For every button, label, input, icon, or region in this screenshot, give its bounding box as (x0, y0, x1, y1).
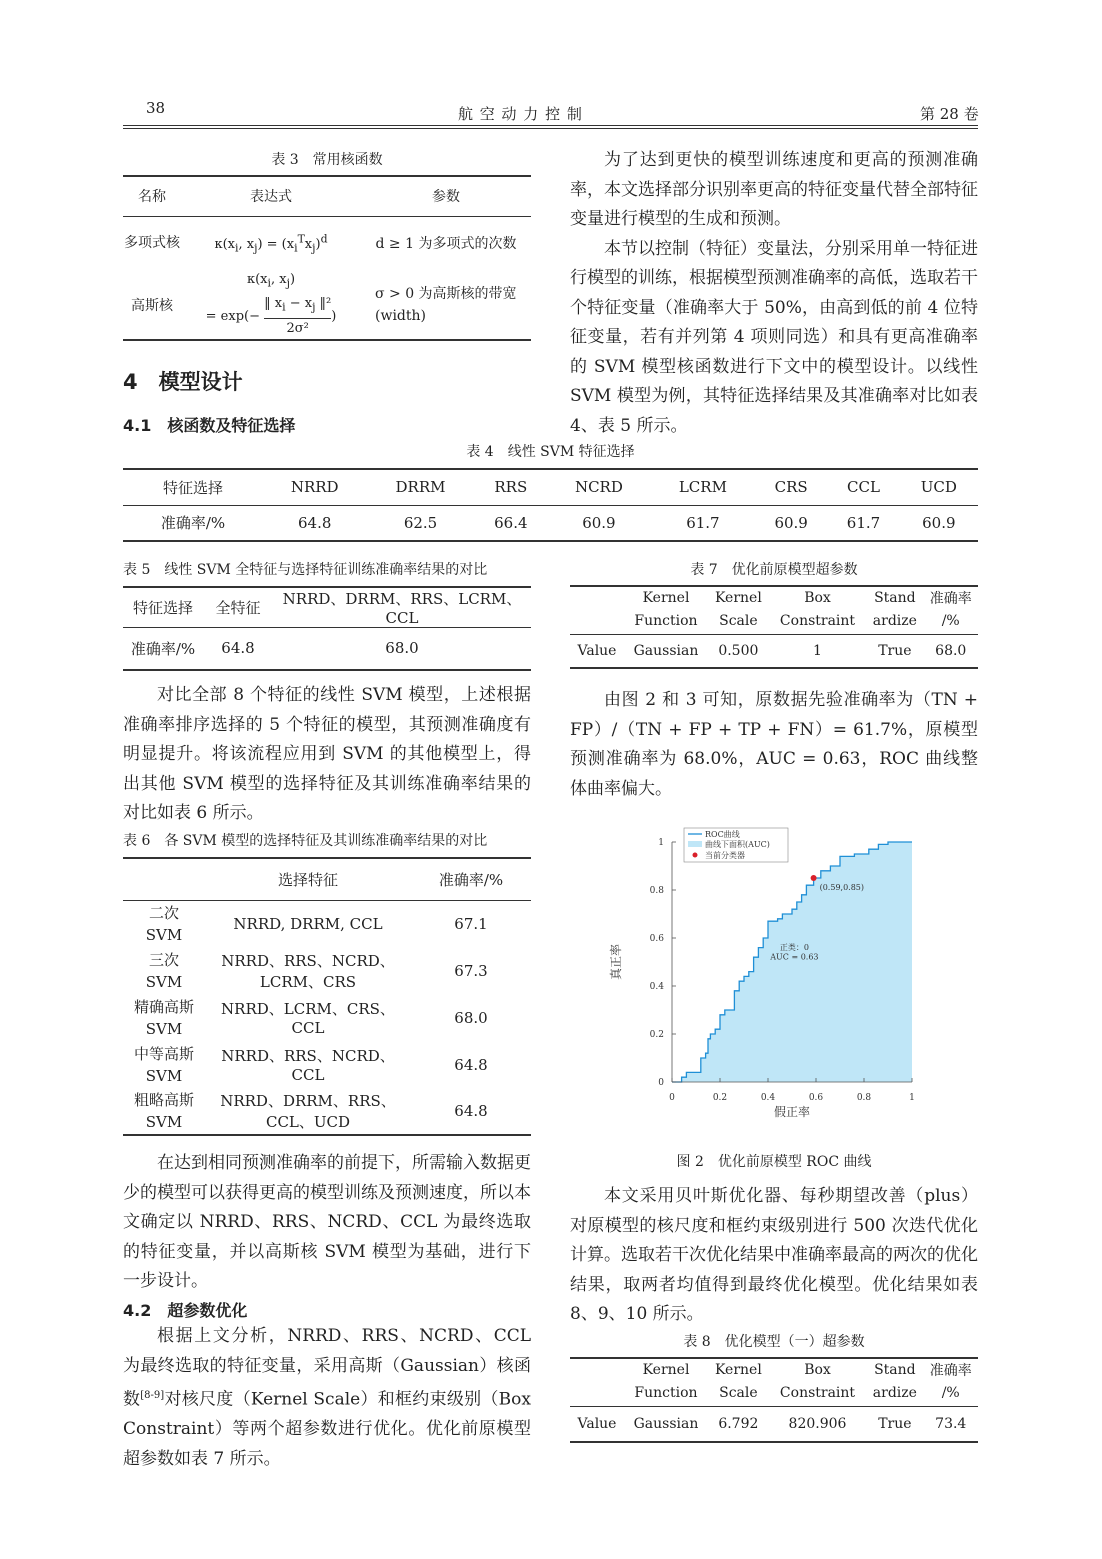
table7-header-row-1 (570, 586, 978, 608)
table7-header: Box (804, 589, 831, 606)
legend-classifier-label: 当前分类器 (705, 851, 745, 860)
table8-cell: Value (577, 1415, 617, 1432)
table8-header: Kernel (714, 1361, 762, 1378)
table4-cell: 62.5 (403, 513, 438, 532)
table8-cell: Gaussian (633, 1415, 699, 1432)
table7-cell: Gaussian (633, 642, 699, 659)
table5-cell: 64.8 (221, 639, 255, 658)
table4-caption: 表 4 线性 SVM 特征选择 (466, 444, 635, 460)
model-name-line1: 三次 (148, 950, 179, 969)
left-bottom-text (123, 1149, 531, 1297)
table3-cell-expr (181, 216, 361, 270)
table6-features: NRRD、RRS、NCRD、LCRM、CRS (221, 951, 395, 991)
table5-cell: 准确率/% (130, 639, 196, 658)
table8-cell: 820.906 (788, 1415, 847, 1432)
model-name-line2: SVM (145, 1113, 183, 1131)
table5-cell: 68.0 (385, 639, 419, 658)
table6-model (123, 947, 205, 994)
y-tick-label: 1 (658, 838, 664, 848)
model-name-line1: 二次 (148, 903, 179, 922)
y-axis-label: 真正率 (609, 943, 623, 981)
table8-header: Scale (708, 1380, 769, 1406)
volume: 第 28 卷 (920, 105, 979, 123)
table4-cell: 64.8 (298, 513, 332, 532)
table6-features: NRRD、DRRM、RRS、CCL、UCD (220, 1092, 396, 1131)
table5-cell: NRRD、DRRM、RRS、LCRM、CCL (273, 587, 531, 628)
table5-header-row (123, 587, 531, 628)
table8-header: Box (804, 1361, 831, 1378)
table7-header: Constraint (769, 608, 866, 634)
header-rule-bottom (123, 128, 978, 129)
table4-cell: 66.4 (494, 513, 528, 532)
subsection-heading-4-1: 4.1 核函数及特征选择 (123, 416, 296, 435)
table7-cell: 68.0 (935, 642, 967, 659)
table7-cell: 0.500 (718, 642, 759, 659)
table7-header: Function (624, 608, 708, 634)
table8-header-row-1 (570, 1358, 978, 1380)
table4-cell: LCRM (651, 469, 755, 505)
table6-model (123, 994, 205, 1041)
paragraph: 为了达到更快的模型训练速度和更高的预测准确率，本文选择部分识别率更高的特征变量代替全部特征变量进行模型的生成和预测。 (570, 150, 978, 229)
subsection-heading-4-2: 4.2 超参数优化 (123, 1301, 248, 1320)
table5 (123, 586, 531, 671)
model-name-line1: 精确高斯 (133, 997, 194, 1016)
table4-cell: NCRD (547, 469, 651, 505)
table6-row (123, 900, 531, 947)
table4-cell: DRRM (366, 469, 474, 505)
table4-cell: 61.7 (846, 513, 881, 532)
table4-cell: 60.9 (922, 513, 956, 532)
table4 (123, 468, 978, 542)
table3-cell-param (361, 270, 531, 340)
table8-header: ardize (866, 1380, 923, 1406)
table8-caption: 表 8 优化模型（一）超参数 (683, 1334, 865, 1350)
table7-header: Scale (708, 608, 769, 634)
table8-cell: 6.792 (718, 1415, 759, 1432)
table3-param-line2: (width) (375, 307, 426, 324)
table4-cell: 61.7 (686, 513, 720, 532)
model-name-line2: SVM (145, 925, 183, 944)
table6-row (123, 1088, 531, 1135)
point-annotation: (0.59,0.85) (819, 883, 865, 892)
table6-model (123, 1088, 205, 1135)
table3-header-name: 名称 (123, 176, 181, 216)
gaussian-kernel-formula: $\kappa(x_i$, $x_j$) = exp(− $\frac{‖ x_i - x_j ‖^2}{\text{2σ²}}$ ) (205, 272, 337, 336)
x-tick-label: 1 (909, 1093, 915, 1103)
table6-features: NRRD, DRRM, CCL (233, 914, 383, 933)
page-number: 38 (146, 99, 166, 117)
x-tick-label: 0.4 (760, 1093, 776, 1103)
y-tick-label: 0 (658, 1078, 664, 1088)
paragraph: 由图 2 和 3 可知，原数据先验准确率为（TN + FP）/（TN + FP + TP + FN）= 61.7%，原模型预测准确率为 68.0%，AUC = 0.63，ROC 曲线整体曲率偏大。 (570, 690, 978, 799)
left-bottom-text-2 (123, 1322, 531, 1474)
table7-header: ardize (866, 608, 923, 634)
right-top-text (570, 146, 978, 441)
table7-cell: Value (577, 642, 617, 659)
table7-header: /% (923, 608, 978, 634)
table8-cell: True (878, 1415, 912, 1432)
paragraph: 在达到相同预测准确率的前提下，所需输入数据更少的模型可以获得更高的模型训练及预测速度，所以本文确定以 NRRD、RRS、NCRD、CCL 为最终选取的特征变量，并以高斯核 SVM 模型为基础，进行下一步设计。 (123, 1153, 531, 1291)
paragraph: 本节以控制（特征）变量法，分别采用单一特征进行模型的训练，根据模型预测准确率的高低，选取若干个特征变量（准确率大于 50%，由高到低的前 4 位特征变量，若有并列第 4 项则同选）和具有更高准确率的 SVM 模型核函数进行下文中的模型设计。以线性 SVM 模型为例，其特征选择结果及其准确率对比如表 4、表 5 所示。 (570, 238, 978, 436)
table6-features: NRRD、LCRM、CRS、CCL (221, 1000, 395, 1037)
table7-cell: 1 (813, 642, 822, 659)
annotation-auc: AUC = 0.63 (770, 952, 819, 962)
table6-header-feature: 选择特征 (205, 858, 411, 900)
table6-caption: 表 6 各 SVM 模型的选择特征及其训练准确率结果的对比 (123, 833, 488, 849)
table8-header: 准确率 (929, 1362, 972, 1379)
figure2-caption: 图 2 优化前原模型 ROC 曲线 (676, 1154, 872, 1170)
model-name-line2: SVM (145, 1066, 183, 1085)
table4-cell: CCL (827, 469, 899, 505)
legend-auc-label: 曲线下面积(AUC) (705, 840, 770, 849)
table7-header-row-2 (570, 608, 978, 634)
table4-cell: 准确率/% (160, 514, 226, 533)
header-rule-top (123, 125, 978, 126)
table6-acc: 68.0 (454, 1008, 488, 1027)
table6-acc: 64.8 (454, 1102, 488, 1120)
table6-row (123, 994, 531, 1041)
table6-header-acc: 准确率/% (411, 858, 531, 900)
citation-reference[interactable]: [8-9] (140, 1390, 165, 1401)
table3-cell-expr (181, 270, 361, 340)
model-name-line1: 粗略高斯 (133, 1091, 194, 1109)
table7-header: Kernel (714, 589, 762, 606)
table4-value-row (123, 505, 978, 541)
current-classifier-marker (811, 875, 817, 881)
text-run: 根据上文分析，NRRD、RRS、NCRD、CCL 为最终选取的特征变量，采用高斯（Gaussian）核函数 (123, 1326, 531, 1410)
left-mid-text (123, 681, 531, 829)
table4-cell: UCD (900, 469, 978, 505)
table8-cell: 73.4 (935, 1415, 967, 1432)
x-tick-label: 0 (669, 1093, 675, 1103)
annotation-positive-class: 正类：0 (779, 943, 809, 952)
table3-cell-param: d ≥ 1 为多项式的次数 (375, 236, 517, 253)
table8-header: /% (923, 1380, 978, 1406)
roc-chart (600, 810, 930, 1145)
table7-header: Stand (874, 589, 916, 606)
table8-header-row-2 (570, 1380, 978, 1406)
paragraph: 本文采用贝叶斯优化器、每秒期望改善（plus）对原模型的核尺度和框约束级别进行 500 次迭代优化计算。选取若干次优化结果中准确率最高的两次的优化结果，取两者均值得到最终优化模型。优化结果如表 8、9、10 所示。 (570, 1186, 978, 1324)
paragraph (123, 1322, 531, 1474)
table4-cell: CRS (755, 469, 827, 505)
model-name-line1: 中等高斯 (133, 1044, 194, 1063)
table8-header: Function (624, 1380, 708, 1406)
table8-header: Kernel (642, 1361, 690, 1378)
table5-cell: 特征选择 (123, 587, 203, 628)
table4-cell: NRRD (263, 469, 366, 505)
table8 (570, 1357, 978, 1443)
table6-features: NRRD、RRS、NCRD、CCL (221, 1047, 395, 1084)
x-tick-label: 0.6 (808, 1093, 824, 1103)
x-axis-label: 假正率 (773, 1105, 811, 1119)
text-run: 对核尺度（Kernel Scale）和框约束级别（Box Constraint）等两个超参数进行优化。优化前原模型超参数如表 7 所示。 (123, 1389, 531, 1469)
x-tick-label: 0.8 (856, 1093, 872, 1103)
table7-cell: True (878, 642, 912, 659)
table6-acc: 67.1 (454, 914, 488, 933)
table6-acc: 67.3 (454, 961, 488, 980)
y-tick-label: 0.4 (649, 982, 664, 992)
table3-cell-name: 高斯核 (131, 297, 173, 314)
y-tick-label: 0.8 (649, 886, 664, 896)
model-name-line2: SVM (145, 1019, 183, 1038)
table7-caption: 表 7 优化前原模型超参数 (690, 562, 858, 578)
table6-acc: 64.8 (454, 1055, 488, 1074)
table3-param-line1: σ > 0 为高斯核的带宽 (375, 285, 517, 302)
table8-value-row (570, 1406, 978, 1442)
legend-classifier-swatch (693, 853, 698, 858)
table4-cell: RRS (475, 469, 547, 505)
table3-cell-name: 多项式核 (124, 235, 180, 252)
table6-row (123, 947, 531, 994)
y-tick-label: 0.6 (649, 934, 664, 944)
table3-row (123, 270, 531, 340)
table6-row (123, 1041, 531, 1088)
table6-header-row (123, 858, 531, 900)
table6-model (123, 900, 205, 947)
table8-header: Constraint (769, 1380, 866, 1406)
x-tick-label: 0.2 (712, 1093, 728, 1103)
table3-header-expr: 表达式 (181, 176, 361, 216)
right-mid-text (570, 686, 978, 804)
table8-header: Stand (874, 1361, 916, 1378)
table6-model (123, 1041, 205, 1088)
table4-header-row (123, 469, 978, 505)
table4-cell: 特征选择 (123, 469, 263, 505)
polynomial-kernel-formula: $\kappa(x_i$, $x_j) = (x_i^Tx_j)^d$ (214, 232, 328, 255)
table3-caption: 表 3 常用核函数 (271, 152, 383, 168)
table7 (570, 585, 978, 669)
right-bottom-text (570, 1182, 978, 1330)
table3-header-param: 参数 (361, 176, 531, 216)
paragraph: 对比全部 8 个特征的线性 SVM 模型，上述根据准确率排序选择的 5 个特征的模型，其预测准确度有明显提升。将该流程应用到 SVM 的其他模型上，得出其他 SVM 模型的选择特征及其训练准确率结果的对比如表 6 所示。 (123, 685, 531, 823)
table4-cell: 60.9 (582, 513, 616, 532)
table5-cell: 全特征 (203, 587, 273, 628)
table4-cell: 60.9 (774, 513, 808, 532)
table3-row (123, 216, 531, 270)
table6 (123, 857, 531, 1136)
journal-title: 航 空 动 力 控 制 (458, 105, 583, 123)
model-name-line2: SVM (145, 972, 183, 991)
table5-value-row (123, 628, 531, 670)
table7-value-row (570, 634, 978, 668)
section-heading: 4 模型设计 (123, 370, 243, 394)
table3 (123, 175, 531, 341)
table7-header: 准确率 (929, 590, 972, 607)
table5-caption: 表 5 线性 SVM 全特征与选择特征训练准确率结果的对比 (123, 562, 488, 578)
legend-roc-label: ROC曲线 (705, 830, 740, 839)
legend-auc-swatch (688, 841, 702, 847)
y-tick-label: 0.2 (649, 1030, 664, 1040)
table7-header: Kernel (642, 589, 690, 606)
